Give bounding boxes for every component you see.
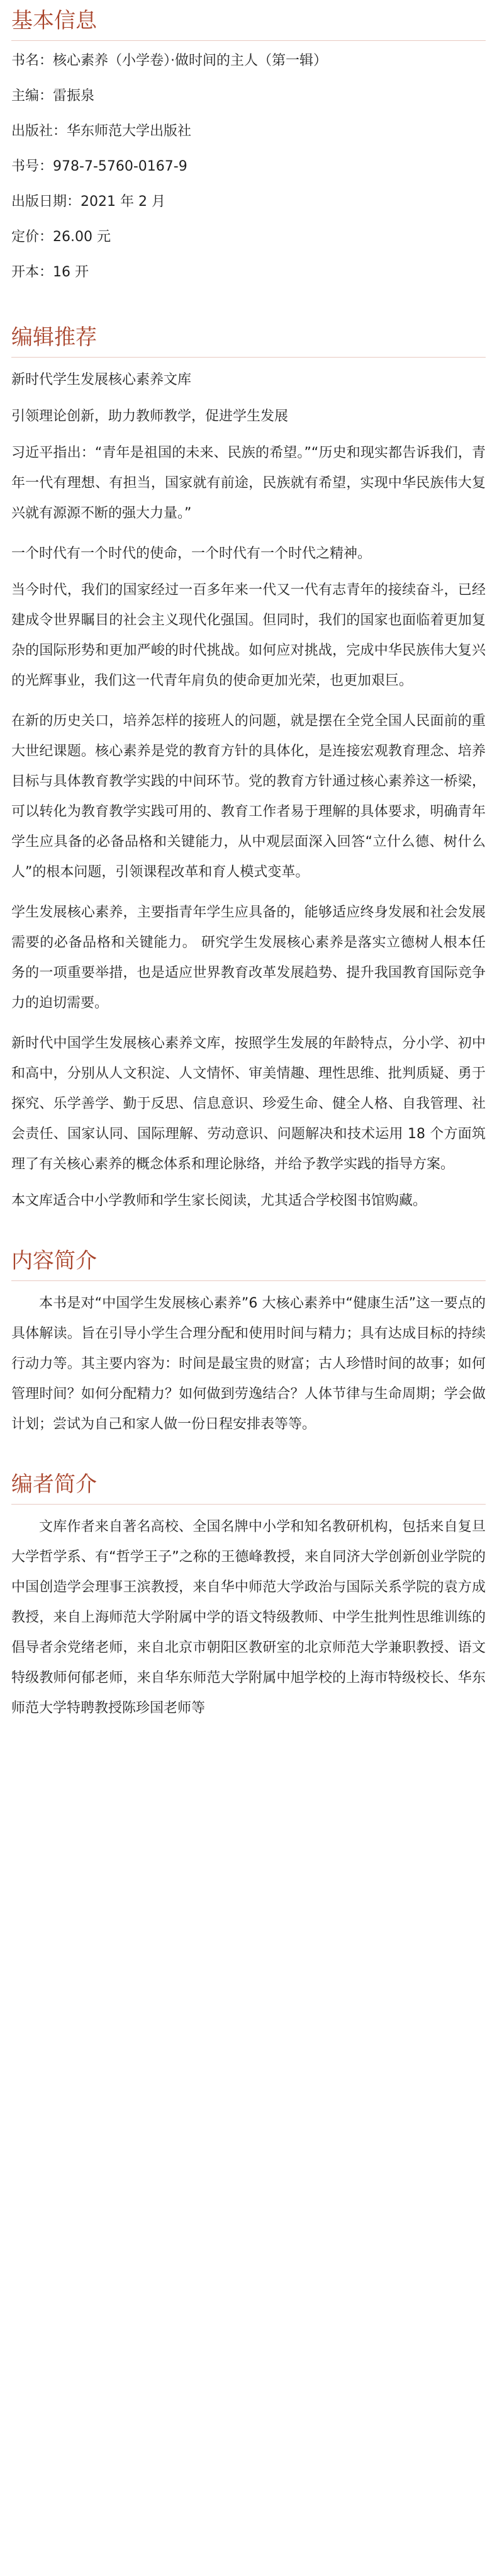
info-label: 主编：: [11, 88, 53, 104]
info-label: 定价：: [11, 229, 53, 245]
info-value: 核心素养（小学卷）·做时间的主人（第一辑）: [53, 53, 328, 69]
info-label: 书名：: [11, 53, 53, 69]
info-row-editor: [11, 84, 486, 109]
info-row-publisher: [11, 119, 486, 144]
paragraph: 习近平指出：“青年是祖国的未来、民族的希望。”“历史和现实都告诉我们，青年一代有理想、有担当，国家就有前途，民族就有希望，实现中华民族伟大复兴就有源源不断的强大力量。”: [11, 445, 486, 521]
spacer: [11, 1450, 486, 1467]
basic-info-list: [11, 48, 486, 285]
info-value: 雷振泉: [53, 88, 95, 104]
editor-recommend-heading: 编辑推荐: [11, 325, 97, 350]
paragraph: 本文库适合中小学教师和学生家长阅读，尤其适合学校图书馆购藏。: [11, 1193, 427, 1209]
info-label: 书号：: [11, 159, 53, 174]
paragraph: 文库作者来自著名高校、全国名牌中小学和知名教研机构，包括来自复旦大学哲学系、有“哲学王子”之称的王德峰教授，来自同济大学创新创业学院的中国创造学会理事王滨教授，来自华中师范大学政治与国际关系学院的袁方成教授，来自上海师范大学附属中学的语文特级教师、中学生批判性思维训练的倡导者余党绪老师，来自北京市朝阳区教研室的北京师范大学兼职教授、语文特级教师何郁老师，来自华东师范大学附属中旭学校的上海市特级校长、华东师范大学特聘教授陈珍国老师等: [11, 1519, 486, 1716]
author-intro-body: [11, 1512, 486, 1724]
info-row-format: [11, 260, 486, 285]
paragraph: 当今时代，我们的国家经过一百多年来一代又一代有志青年的接续奋斗，已经建成令世界瞩目的社会主义现代化强国。但同时，我们的国家也面临着更加复杂的国际形势和更加严峻的时代挑战。如何应对挑战，完成中华民族伟大复兴的光辉事业，我们这一代青年肩负的使命更加光荣，也更加艰巨。: [11, 582, 486, 689]
section-divider: [11, 1504, 486, 1505]
info-value: 26.00 元: [53, 229, 111, 245]
paragraph: 引领理论创新，助力教师教学，促进学生发展: [11, 409, 289, 424]
spacer: [11, 295, 486, 320]
paragraph: 新时代学生发展核心素养文库: [11, 372, 192, 388]
info-row-title: [11, 48, 486, 74]
paragraph: 在新的历史关口，培养怎样的接班人的问题，就是摆在全党全国人民面前的重大世纪课题。核心素养是党的教育方针的具体化，是连接宏观教育理念、培养目标与具体教育教学实践的中间环节。党的教育方针通过核心素养这一桥梁，可以转化为教育教学实践可用的、教育工作者易于理解的具体要求，明确青年学生应具备的必备品格和关键能力，从中观层面深入回答“立什么德、树什么人”的根本问题，引领课程改革和育人模式变革。: [11, 713, 486, 880]
author-intro-heading: 编者简介: [11, 1472, 97, 1497]
info-label: 开本：: [11, 264, 53, 280]
info-row-publish-date: [11, 189, 486, 215]
info-value: 华东师范大学出版社: [67, 123, 192, 139]
info-row-price: [11, 225, 486, 250]
paragraph: 一个时代有一个时代的使命，一个时代有一个时代之精神。: [11, 546, 372, 562]
paragraph: 学生发展核心素养，主要指青年学生应具备的，能够适应终身发展和社会发展需要的必备品格和关键能力。 研究学生发展核心素养是落实立德树人根本任务的一项重要举措，也是适应世界教育改革发展趋势、提升我国教育国际竞争力的迫切需要。: [11, 905, 486, 1011]
editor-recommend-body: [11, 365, 486, 1216]
info-row-isbn: [11, 154, 486, 179]
content-intro-body: [11, 1289, 486, 1440]
paragraph: 本书是对“中国学生发展核心素养”6 大核心素养中“健康生活”这一要点的具体解读。旨在引导小学生合理分配和使用时间与精力；具有达成目标的持续行动力等。其主要内容为：时间是最宝贵的财富；古人珍惜时间的故事；如何管理时间？如何分配精力？如何做到劳逸结合？人体节律与生命周期；学会做计划；尝试为自己和家人做一份日程安排表等等。: [11, 1296, 486, 1432]
info-value: 16 开: [53, 264, 89, 280]
info-value: 2021 年 2 月: [81, 194, 165, 210]
section-divider: [11, 40, 486, 41]
paragraph: 新时代中国学生发展核心素养文库，按照学生发展的年龄特点，分小学、初中和高中，分别从人文积淀、人文情怀、审美情趣、理性思维、批判质疑、勇于探究、乐学善学、勤于反思、信息意识、珍爱生命、健全人格、自我管理、社会责任、国家认同、国际理解、劳动意识、问题解决和技术运用 18 个方面筑理了有关核心素养的概念体系和理论脉络，并给予教学实践的指导方案。: [11, 1036, 486, 1172]
spacer: [11, 1226, 486, 1244]
basic-info-heading: 基本信息: [11, 8, 97, 33]
info-label: 出版社：: [11, 123, 67, 139]
info-label: 出版日期：: [11, 194, 81, 210]
content-intro-heading: 内容简介: [11, 1248, 97, 1274]
section-divider: [11, 357, 486, 358]
info-value: 978-7-5760-0167-9: [53, 159, 187, 174]
section-divider: [11, 1280, 486, 1281]
